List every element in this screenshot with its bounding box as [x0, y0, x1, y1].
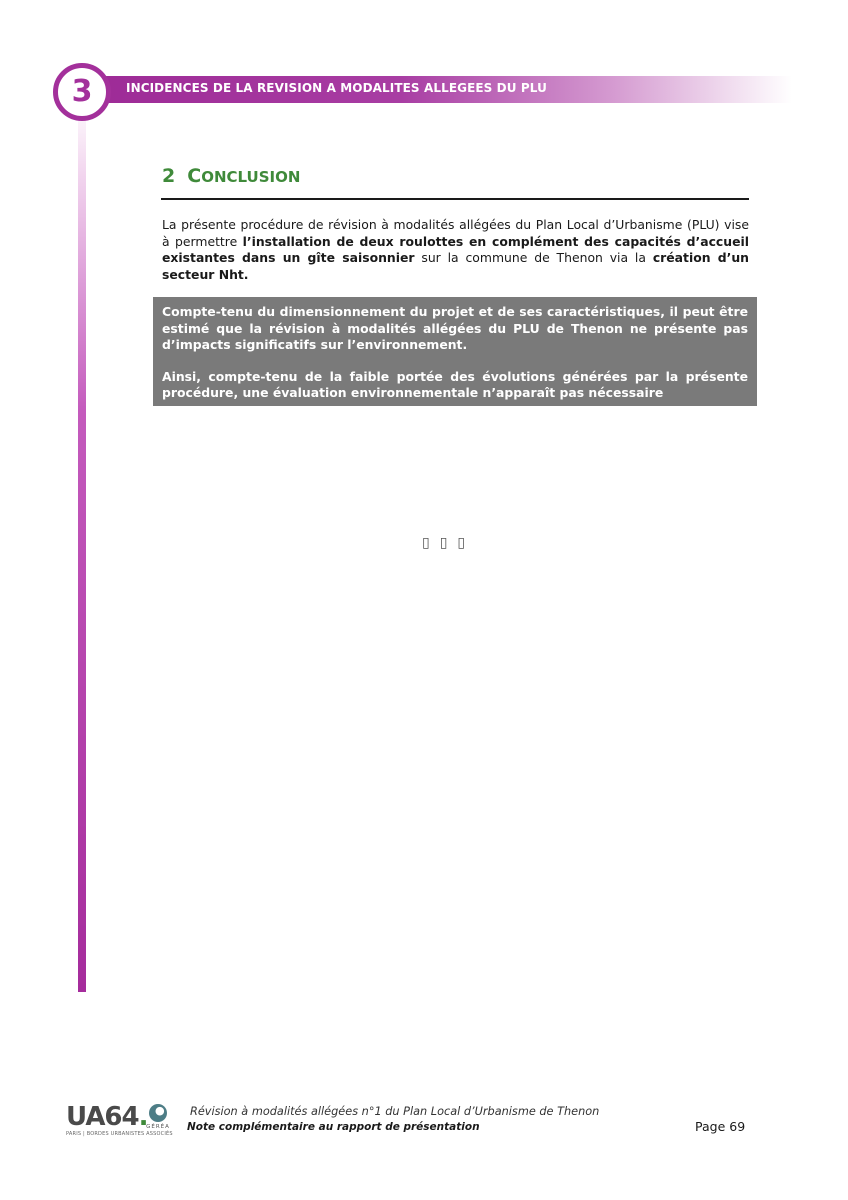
conclusion-callout-box	[153, 297, 757, 406]
chapter-side-bar	[78, 96, 86, 992]
chapter-title: INCIDENCES DE LA REVISION A MODALITES ALLEGEES DU PLU	[126, 81, 547, 95]
intro-bold-2: création d’un secteur Nht.	[162, 250, 749, 282]
gerea-mark-icon	[149, 1104, 167, 1122]
chapter-number-badge	[53, 63, 111, 121]
section-title-rest: ONCLUSION	[201, 168, 301, 186]
separator-glyphs: ▯▯▯	[422, 535, 476, 551]
callout-paragraph-1: Compte-tenu du dimensionnement du projet et de ses caractéristiques, il peut être estimé que la révision à modalités allégées du PLU de Thenon ne présente pas d’impacts significatifs sur l’environnement.	[162, 304, 748, 352]
intro-text-2: sur la commune de Thenon via la	[414, 250, 653, 265]
intro-text-1: La présente procédure de révision à modalités allégées du Plan Local d’Urbanisme (PLU) vise à permettre	[162, 217, 749, 249]
section-title-initial: C	[187, 165, 202, 187]
callout-paragraph-2: Ainsi, compte-tenu de la faible portée des évolutions générées par la présente procédure, une évaluation environnementale n’apparaît pas nécessaire	[162, 368, 748, 400]
footer-document-subtitle: Note complémentaire au rapport de présentation	[187, 1121, 480, 1133]
intro-paragraph	[162, 217, 749, 283]
chapter-number: 3	[71, 74, 93, 109]
intro-bold-1: l’installation de deux roulottes en complément des capacités d’accueil existantes dans un gîte saisonnier	[162, 233, 749, 265]
ua64-logo-dot: .	[138, 1102, 148, 1132]
page-number: Page 69	[695, 1119, 746, 1134]
heading-divider	[161, 198, 749, 200]
section-number: 2	[162, 165, 176, 187]
gerea-logo-text: GÉRÉA	[146, 1124, 170, 1130]
section-heading	[162, 165, 300, 187]
gerea-logo	[143, 1104, 173, 1130]
footer-document-title: Révision à modalités allégées n°1 du Plan Local d’Urbanisme de Thenon	[190, 1105, 600, 1118]
ua64-logo-subtitle: PARIS | BORDES URBANISTES ASSOCIÉS	[66, 1131, 173, 1137]
ua64-logo-text: UA64	[66, 1102, 139, 1132]
